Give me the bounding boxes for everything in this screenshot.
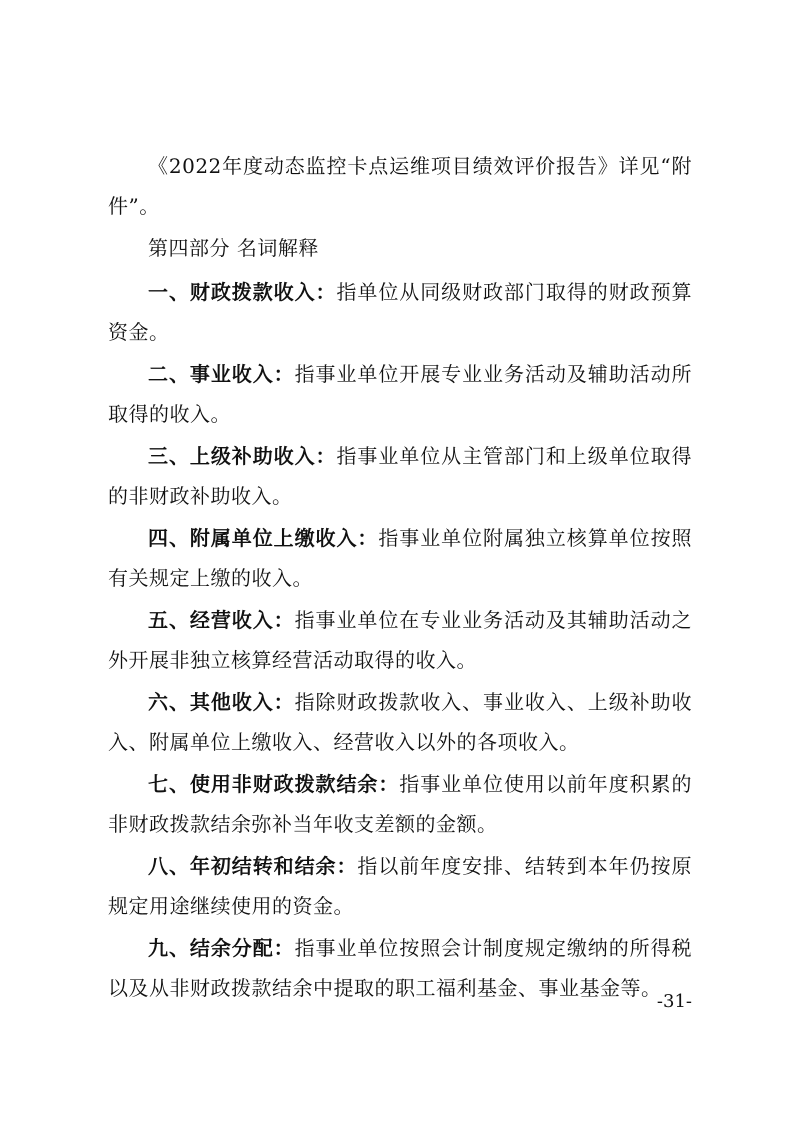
definition-item <box>108 764 692 844</box>
definition-item <box>108 600 692 680</box>
document-body <box>108 146 692 1010</box>
definition-text: 指除财政拨款收入、事业收入、上级补助收入、附属单位上缴收入、经营收入以外的各项收入。 <box>108 690 693 754</box>
definition-text: 指事业单位从主管部门和上级单位取得的非财政补助收入。 <box>108 444 693 508</box>
definition-term: 三、上级补助收入： <box>148 444 337 468</box>
page-number: -31- <box>656 991 692 1012</box>
definition-term: 一、财政拨款收入： <box>148 280 337 304</box>
intro-paragraph: 《2022年度动态监控卡点运维项目绩效评价报告》详见“附件”。 <box>108 154 692 218</box>
definition-text: 指事业单位附属独立核算单位按照有关规定上缴的收入。 <box>108 526 693 590</box>
definition-term: 四、附属单位上缴收入： <box>148 526 379 550</box>
definition-item <box>108 682 692 762</box>
definition-term: 六、其他收入： <box>148 690 295 714</box>
definition-term: 八、年初结转和结余： <box>148 854 358 878</box>
definition-text: 指以前年度安排、结转到本年仍按原规定用途继续使用的资金。 <box>108 854 693 918</box>
definition-item <box>108 272 692 352</box>
definition-term: 九、结余分配： <box>148 936 295 960</box>
definition-item <box>108 518 692 598</box>
definition-term: 五、经营收入： <box>148 608 295 632</box>
definition-text: 指事业单位开展专业业务活动及辅助活动所取得的收入。 <box>108 362 693 426</box>
definition-text: 指事业单位在专业业务活动及其辅助活动之外开展非独立核算经营活动取得的收入。 <box>108 608 693 672</box>
definition-item <box>108 436 692 516</box>
definition-term: 七、使用非财政拨款结余： <box>148 772 400 796</box>
definition-item <box>108 354 692 434</box>
definition-text: 指事业单位按照会计制度规定缴纳的所得税以及从非财政拨款结余中提取的职工福利基金、事业基金等。 <box>108 936 693 1000</box>
definition-term: 二、事业收入： <box>148 362 295 386</box>
definition-text: 指事业单位使用以前年度积累的非财政拨款结余弥补当年收支差额的金额。 <box>108 772 693 836</box>
definition-item <box>108 846 692 926</box>
definition-text: 指单位从同级财政部门取得的财政预算资金。 <box>108 280 693 344</box>
section-heading: 第四部分 名词解释 <box>148 236 319 260</box>
